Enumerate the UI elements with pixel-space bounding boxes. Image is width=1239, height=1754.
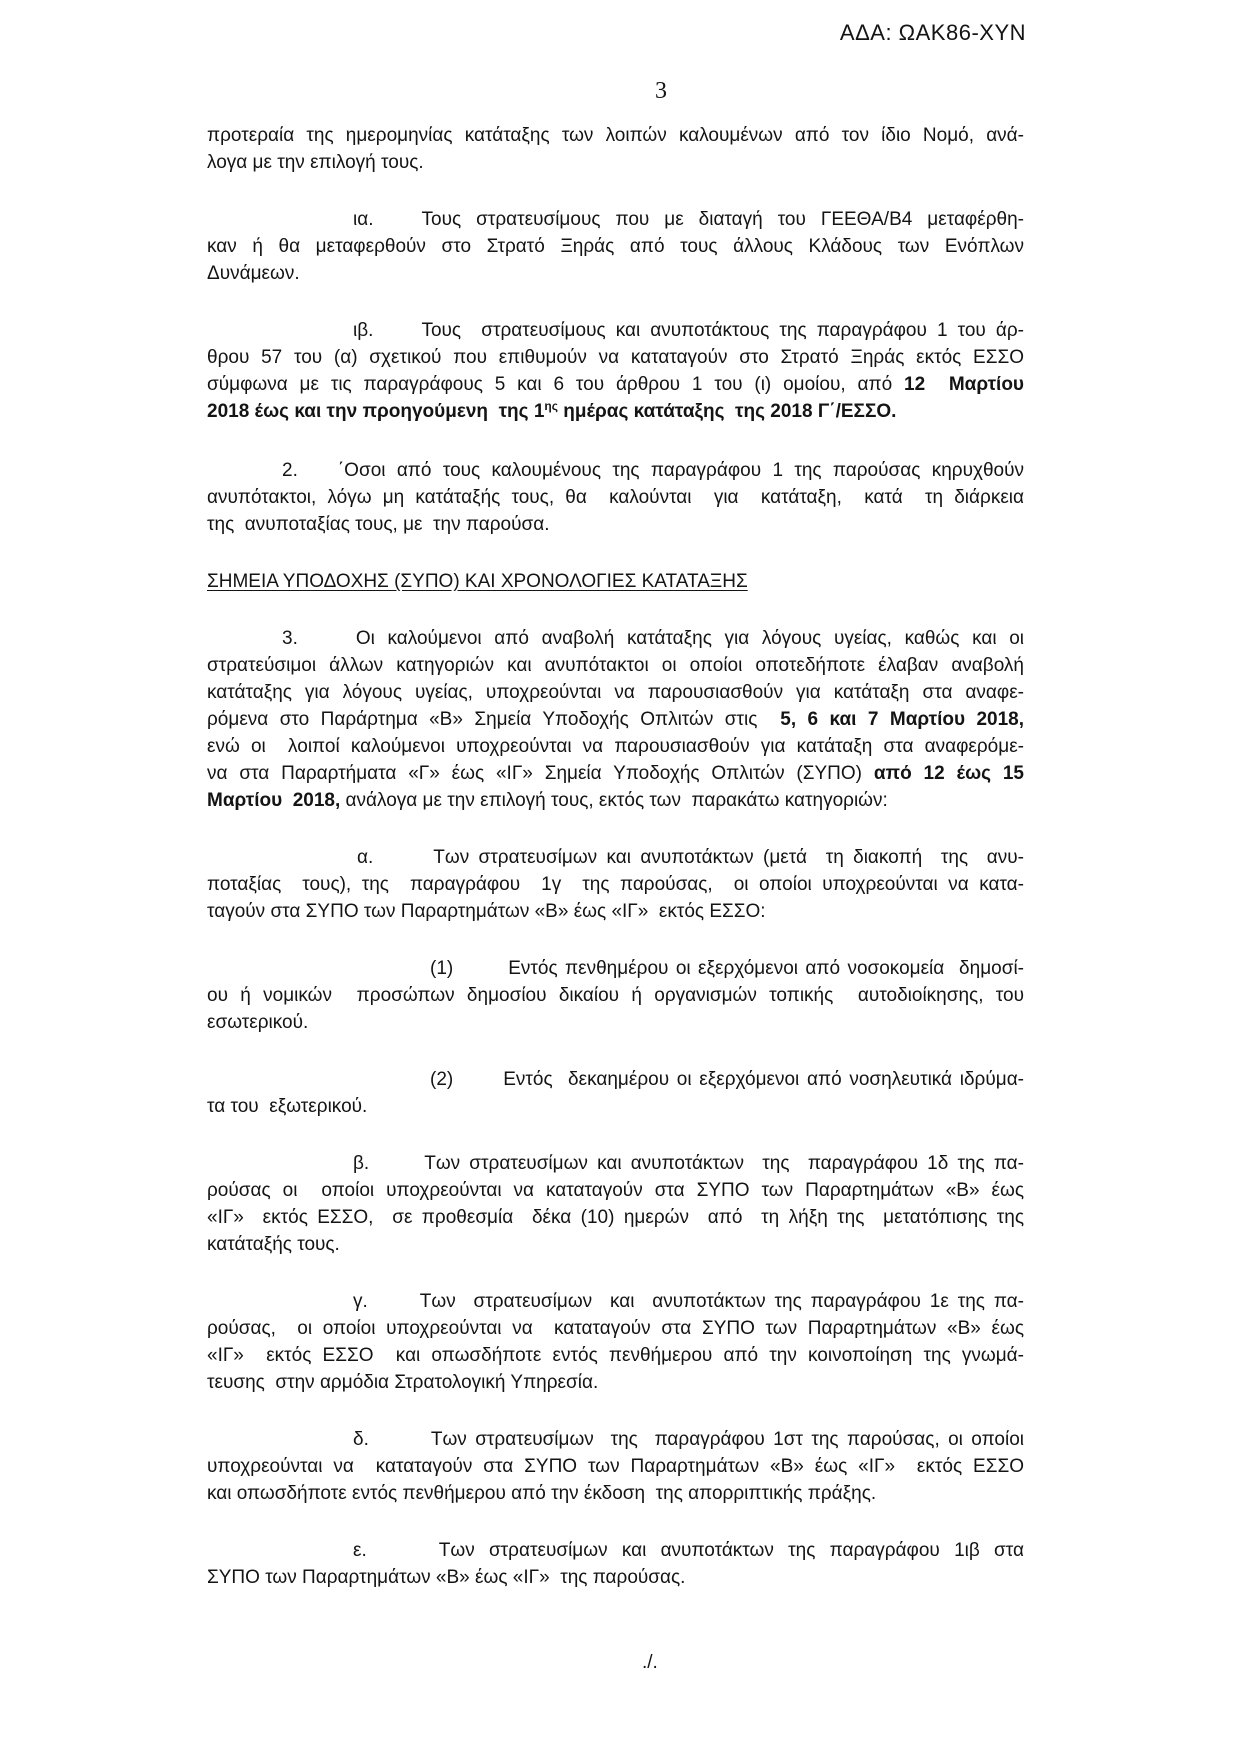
text-segment: στρατεύσιμοι άλλων κατηγοριών και ανυπότακτοι οι οποίοι οποτεδήποτε έλαβαν αναβολή: [207, 655, 1024, 676]
list-label: ια.: [353, 209, 374, 230]
list-label: ιβ.: [353, 320, 374, 341]
text-line: [207, 787, 1024, 814]
tab-spacer: [373, 224, 421, 225]
text-line: [207, 1564, 1024, 1591]
paragraph: [207, 1066, 1024, 1120]
text-line: [207, 1480, 1024, 1507]
text-line: [207, 149, 1024, 176]
text-line: [207, 1288, 1024, 1315]
text-line: [207, 371, 1024, 398]
text-line: [207, 1426, 1024, 1453]
text-segment: 12 Μαρτίου: [904, 374, 1024, 395]
text-segment: τευσης στην αρμόδια Στρατολογική Υπηρεσία.: [207, 1372, 599, 1393]
text-segment: Οι καλούμενοι από αναβολή κατάταξης για λόγους υγείας, καθώς και οι: [355, 628, 1024, 649]
text-segment: ρούσας, οι οποίοι υποχρεούνται να καταταγούν στα ΣΥΠΟ των Παραρτημάτων «Β» έως: [207, 1318, 1024, 1339]
tab-spacer: [207, 475, 282, 476]
text-line: [207, 982, 1024, 1009]
text-segment: καν ή θα μεταφερθούν στο Στρατό Ξηράς από τους άλλους Κλάδους των Ενόπλων: [207, 236, 1024, 257]
tab-spacer: [207, 1555, 353, 1556]
text-segment: ανυπότακτοι, λόγω μη κατάταξής τους, θα καλούνται για κατάταξη, κατά τη διάρκεια: [207, 487, 1024, 508]
text-line: [207, 733, 1024, 760]
text-segment: ης: [544, 399, 558, 413]
list-label: γ.: [353, 1291, 368, 1312]
tab-spacer: [453, 1084, 503, 1085]
paragraph: [207, 1537, 1024, 1591]
text-line: [207, 871, 1024, 898]
text-line: [207, 679, 1024, 706]
tab-spacer: [207, 224, 353, 225]
text-line: [207, 1453, 1024, 1480]
text-line: [207, 233, 1024, 260]
text-line: [207, 457, 1024, 484]
text-segment: υποχρεούνται να καταταγούν στα ΣΥΠΟ των Παραρτημάτων «Β» έως «ΙΓ» εκτός ΕΣΣΟ: [207, 1456, 1024, 1477]
tab-spacer: [368, 1306, 420, 1307]
text-segment: «ΙΓ» εκτός ΕΣΣΟ, σε προθεσμία δέκα (10) ημερών από τη λήξη της μετατόπισης της: [207, 1207, 1024, 1228]
text-segment: ανάλογα με την επιλογή τους, εκτός των παρακάτω κατηγοριών:: [340, 790, 888, 811]
tab-spacer: [453, 973, 508, 974]
paragraph: [207, 844, 1024, 925]
text-segment: Τους στρατευσίμους και ανυποτάκτους της παραγράφου 1 του άρ-: [421, 320, 1024, 341]
text-segment: ρόμενα στο Παράρτημα «Β» Σημεία Υποδοχής Οπλιτών στις: [207, 709, 781, 730]
text-segment: θρου 57 του (α) σχετικού που επιθυμούν να καταταγούν στο Στρατό Ξηράς εκτός ΕΣΣΟ: [207, 347, 1024, 368]
text-line: [207, 1066, 1024, 1093]
text-segment: Μαρτίου 2018,: [207, 790, 341, 811]
text-segment: σύμφωνα με τις παραγράφους 5 και 6 του άρθρου 1 του (ι) ομοίου, από: [207, 374, 904, 395]
text-segment: Των στρατευσίμων της παραγράφου 1στ της παρούσας, οι οποίοι: [430, 1429, 1024, 1450]
text-segment: και οπωσδήποτε εντός πενθήμερου από την έκδοση της απορριπτικής πράξης.: [207, 1483, 877, 1504]
text-line: [207, 1537, 1024, 1564]
text-segment: ενώ οι λοιποί καλούμενοι υποχρεούνται να παρουσιασθούν για κατάταξη στα αναφερόμε-: [207, 736, 1024, 757]
text-line: [207, 625, 1024, 652]
text-segment: 2018 έως και την προηγούμενη της 1: [207, 401, 545, 422]
text-segment: ποταξίας τους), της παραγράφου 1γ της παρούσας, οι οποίοι υποχρεούνται να κατα-: [207, 874, 1024, 895]
tab-spacer: [207, 973, 430, 974]
text-line: [207, 1369, 1024, 1396]
text-line: [207, 1177, 1024, 1204]
list-label: (1): [430, 958, 454, 979]
text-segment: Των στρατευσίμων και ανυποτάκτων της παραγράφου 1δ της πα-: [424, 1153, 1024, 1174]
text-segment: της ανυποταξίας τους, με την παρούσα.: [207, 514, 550, 535]
tab-spacer: [207, 643, 282, 644]
text-segment: ρούσας οι οποίοι υποχρεούνται να καταταγούν στα ΣΥΠΟ των Παραρτημάτων «Β» έως: [207, 1180, 1024, 1201]
paragraph: [207, 206, 1024, 287]
paragraph: [207, 625, 1024, 814]
tab-spacer: [298, 475, 338, 476]
list-label: δ.: [353, 1429, 369, 1450]
section-heading: [207, 568, 1024, 595]
text-line: [207, 1093, 1024, 1120]
ada-code: ΑΔΑ: ΩΑΚ86-ΧΥΝ: [839, 20, 1026, 45]
text-line: [207, 317, 1024, 344]
tab-spacer: [207, 862, 357, 863]
paragraph: [207, 1288, 1024, 1396]
tab-spacer: [373, 862, 433, 863]
text-segment: Δυνάμεων.: [207, 263, 300, 284]
text-line: [207, 652, 1024, 679]
text-segment: ταγούν στα ΣΥΠΟ των Παραρτημάτων «Β» έως «ΙΓ» εκτός ΕΣΣΟ:: [207, 901, 766, 922]
text-line: [207, 955, 1024, 982]
text-segment: λογα με την επιλογή τους.: [207, 152, 424, 173]
tab-spacer: [373, 335, 421, 336]
paragraph: [207, 1150, 1024, 1258]
text-line: [207, 760, 1024, 787]
text-segment: «ΙΓ» εκτός ΕΣΣΟ και οπωσδήποτε εντός πενθήμερου από την κοινοποίηση της γνωμά-: [207, 1345, 1024, 1366]
text-segment: Εντός πενθημέρου οι εξερχόμενοι από νοσοκομεία δημοσί-: [508, 958, 1024, 979]
list-label: β.: [353, 1153, 370, 1174]
text-line: [207, 1009, 1024, 1036]
document-body: [207, 122, 1024, 1621]
tab-spacer: [369, 1168, 424, 1169]
text-segment: κατάταξης για λόγους υγείας, υποχρεούνται να παρουσιασθούν για κατάταξη στα αναφε-: [207, 682, 1024, 703]
text-segment: ΣΗΜΕΙΑ ΥΠΟΔΟΧΗΣ (ΣΥΠΟ) ΚΑΙ ΧΡΟΝΟΛΟΓΙΕΣ ΚΑΤΑΤΑΞΗΣ: [207, 571, 748, 592]
text-line: [207, 1150, 1024, 1177]
paragraph: [207, 457, 1024, 538]
text-segment: εσωτερικού.: [207, 1012, 309, 1033]
text-line: [207, 206, 1024, 233]
continuation-mark: ./.: [642, 1652, 658, 1673]
text-segment: Εντός δεκαημέρου οι εξερχόμενοι από νοσηλευτικά ιδρύμα-: [503, 1069, 1024, 1090]
text-line: [207, 344, 1024, 371]
tab-spacer: [298, 643, 356, 644]
tab-spacer: [369, 1444, 431, 1445]
text-segment: από 12 έως 15: [873, 763, 1025, 784]
text-line: [207, 706, 1024, 733]
text-segment: Των στρατευσίμων και ανυποτάκτων (μετά τη διακοπή της ανυ-: [433, 847, 1024, 868]
text-line: [207, 398, 1024, 427]
text-segment: Των στρατευσίμων και ανυποτάκτων της παραγράφου 1ε της πα-: [419, 1291, 1024, 1312]
list-label: 3.: [282, 628, 298, 649]
text-segment: ΄Οσοι από τους καλουμένους της παραγράφου 1 της παρούσας κηρυχθούν: [337, 460, 1024, 481]
tab-spacer: [207, 1444, 353, 1445]
text-line: [207, 898, 1024, 925]
text-line: [207, 1231, 1024, 1258]
text-line: [207, 844, 1024, 871]
text-line: [207, 1204, 1024, 1231]
text-segment: ημέρας κατάταξης της 2018 Γ΄/ΕΣΣΟ.: [557, 401, 897, 422]
text-line: [207, 122, 1024, 149]
list-label: 2.: [282, 460, 298, 481]
text-segment: κατάταξής τους.: [207, 1234, 340, 1255]
tab-spacer: [207, 1168, 353, 1169]
text-segment: προτεραία της ημερομηνίας κατάταξης των λοιπών καλουμένων από τον ίδιο Νομό, ανά-: [207, 125, 1024, 146]
text-segment: ου ή νομικών προσώπων δημοσίου δικαίου ή οργανισμών τοπικής αυτοδιοίκησης, του: [207, 985, 1024, 1006]
text-segment: ΣΥΠΟ των Παραρτημάτων «Β» έως «ΙΓ» της παρούσας.: [207, 1567, 686, 1588]
text-line: [207, 568, 1024, 595]
tab-spacer: [367, 1555, 439, 1556]
text-segment: Των στρατευσίμων και ανυποτάκτων της παραγράφου 1ιβ στα: [438, 1540, 1024, 1561]
tab-spacer: [207, 1306, 353, 1307]
list-label: (2): [430, 1069, 454, 1090]
text-line: [207, 260, 1024, 287]
text-line: [207, 484, 1024, 511]
text-line: [207, 1315, 1024, 1342]
list-label: ε.: [353, 1540, 367, 1561]
paragraph: [207, 317, 1024, 427]
text-segment: 5, 6 και 7 Μαρτίου 2018,: [780, 709, 1024, 730]
text-line: [207, 511, 1024, 538]
text-segment: τα του εξωτερικού.: [207, 1096, 368, 1117]
text-segment: να στα Παραρτήματα «Γ» έως «ΙΓ» Σημεία Υποδοχής Οπλιτών (ΣΥΠΟ): [207, 763, 874, 784]
paragraph: [207, 1426, 1024, 1507]
text-segment: Τους στρατευσίμους που με διαταγή του ΓΕΕΘΑ/Β4 μεταφέρθη-: [421, 209, 1024, 230]
text-line: [207, 1342, 1024, 1369]
paragraph: [207, 122, 1024, 176]
paragraph: [207, 955, 1024, 1036]
tab-spacer: [207, 1084, 430, 1085]
list-label: α.: [357, 847, 374, 868]
tab-spacer: [207, 335, 353, 336]
page-number: 3: [655, 78, 667, 104]
